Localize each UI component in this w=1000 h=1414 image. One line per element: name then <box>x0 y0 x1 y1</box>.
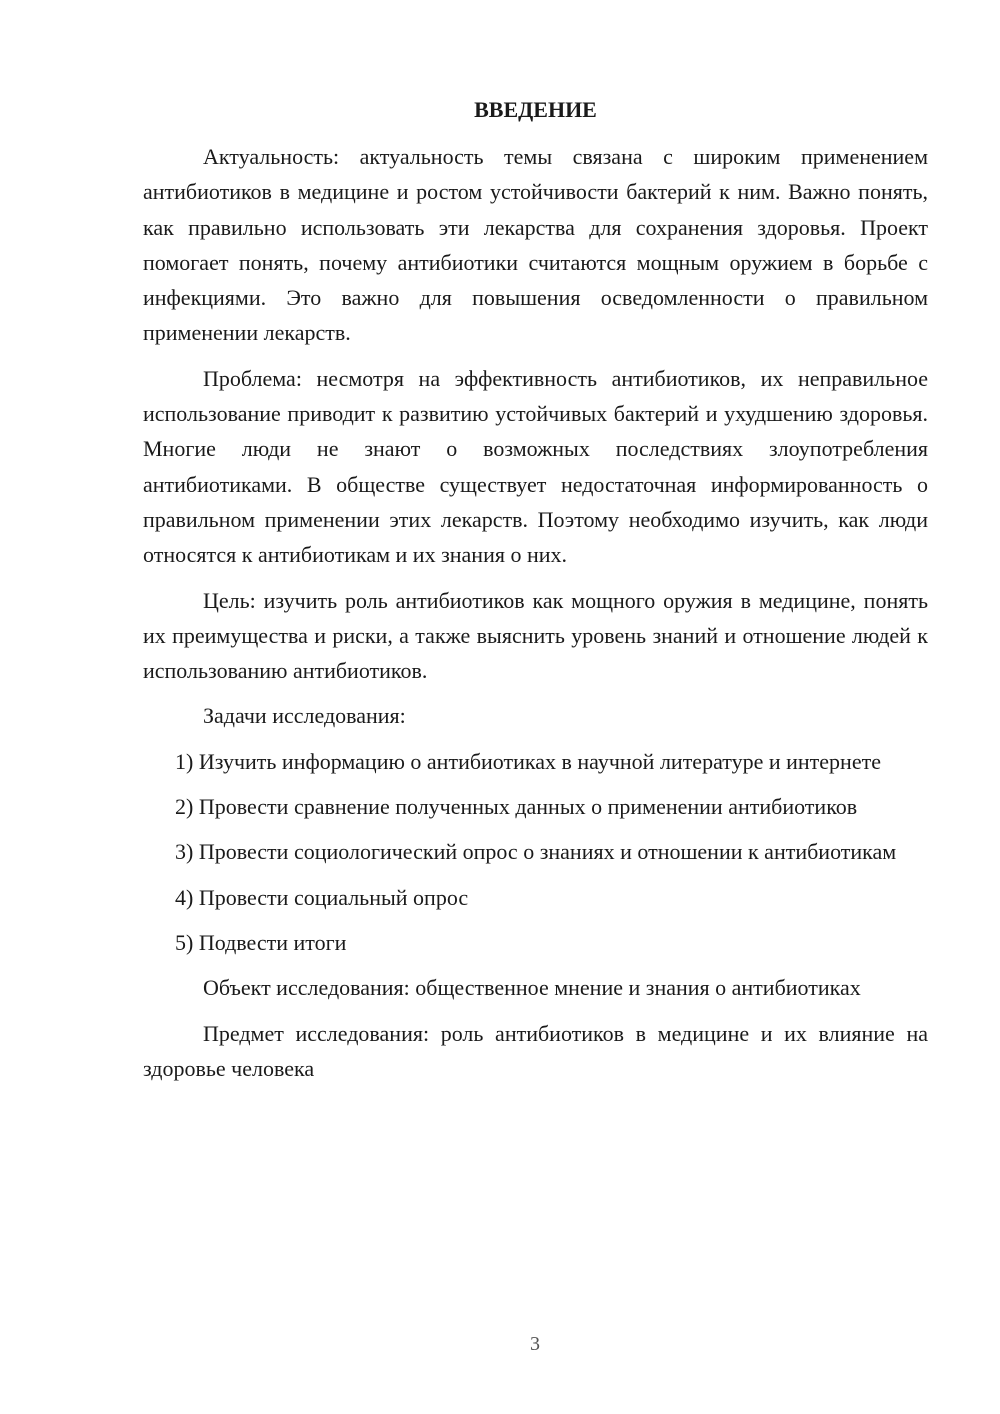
paragraph-relevance: Актуальность: актуальность темы связана с широким применением антибиотиков в медицине и ростом устойчивости бактерий к ним. Важно понять, как правильно использовать эти лекарства для сохранения здоровья. Проект помогает понять, почему антибиотики считаются мощным оружием в борьбе с инфекциями. Это важно для повышения осведомленности о правильном применении лекарств. <box>143 144 928 346</box>
document-page <box>143 92 928 1096</box>
task-item: 5) Подвести итоги <box>175 929 347 955</box>
page-number: 3 <box>530 1333 540 1355</box>
tasks-title: Задачи исследования: <box>203 703 406 729</box>
paragraph-object: Объект исследования: общественное мнение и знания о антибиотиках <box>203 975 861 1001</box>
task-item: 3) Провести социологический опрос о знаниях и отношении к антибиотикам <box>175 839 897 865</box>
paragraph-problem: Проблема: несмотря на эффективность антибиотиков, их неправильное использование приводит к развитию устойчивых бактерий и ухудшению здоровья. Многие люди не знают о возможных последствиях злоупотребления антибиотиками. В обществе существует недостаточная информированность о правильном применении этих лекарств. Поэтому необходимо изучить, как люди относятся к антибиотикам и их знания о них. <box>143 365 928 568</box>
task-item: 2) Провести сравнение полученных данных о применении антибиотиков <box>175 794 858 820</box>
page-title: ВВЕДЕНИЕ <box>474 97 597 122</box>
paragraph-goal: Цель: изучить роль антибиотиков как мощного оружия в медицине, понять их преимущества и риски, а также выяснить уровень знаний и отношение людей к использованию антибиотиков. <box>143 587 928 684</box>
task-item: 1) Изучить информацию о антибиотиках в научной литературе и интернете <box>175 748 881 774</box>
task-item: 4) Провести социальный опрос <box>175 884 469 910</box>
paragraph-subject: Предмет исследования: роль антибиотиков в медицине и их влияние на здоровье человека <box>143 1020 928 1081</box>
